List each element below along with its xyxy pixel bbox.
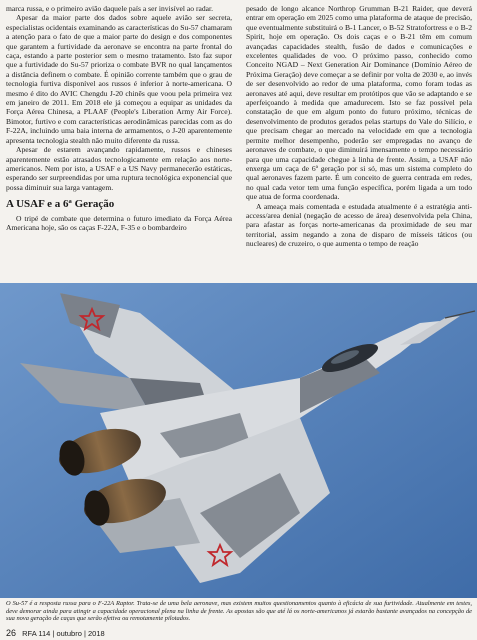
su57-jet-illustration [0,283,477,598]
page-footer [6,628,105,638]
right-column [246,4,472,249]
paragraph: O tripé de combate que determina o futuro imediato da Força Aérea Americana hoje, são os caças F-22A, F-35 e o bombardeiro [6,213,232,232]
issue-info: RFA 114 | outubro | 2018 [22,629,105,638]
section-heading: A USAF e a 6ª Geração [6,198,115,211]
paragraph: A ameaça mais comentada e estudada atualmente é a estratégia anti-access/area denial (negação de acesso de área) desenvolvida pela China, para afastar as forças norte-americanas da proximidade de seu mar territorial, assim negando a zona de disparo de mísseis táticos (ou nucleares) de cruzeiro, o que aumenta o tempo de reação [246,201,472,249]
photo-caption: O Su-57 é a resposta russa para o F-22A Raptor. Trata-se de uma bela aeronave, mas existem muitos questionamentos quanto à eficácia de sua furtividade. Atualmente em testes, deve demorar ainda para atingir a capacidade operacional plena na linha de frente. As apostas são que até lá os norte-americanos já estarão bastante avançados na concepção de sua nova geração de caças que serão efetiva ou remotamente pilotados. [6,600,472,623]
paragraph: pesado de longo alcance Northrop Grumman B-21 Raider, que deverá entrar em operação em 2025 como uma plataforma de ataque de precisão, que eventualmente substituirá o B-1 Lancer, o B-52 Stratofortress e o B-2 Spirit, hoje em operação. Os dois caças e o B-21 têm em comum avançadas capacidades stealth, fusão de dados e comunicações e excelentes qualidades de voo. O próximo passo, conhecido como Conceito NGAD – Next Generation Air Dominance (Domínio Aéreo de Próxima Geração) deve começar a se definir por volta de 2030 e, ao invés de ser desenvolvido ao redor de uma plataforma, como foram todas as aeronaves até aqui, deve resultar em protótipos que vão se adaptando e se aperfeiçoando à medida que amadurecem. Isto se faz possível pela constatação de que em algum ponto do futuro próximo, técnicas de desenvolvimento de produtos gerados pelas startups do Vale do Silício, e que precisam chegar ao mercado na velocidade em que a tecnologia permite melhor desempenho, poderão ser empregadas no avanço de aeronaves de combate, o que diminuirá imensamente o tempo necessário para que uma capacidade chegue à linha de frente. Assim, a USAF não enxerga um caça de 6ª geração por si só, mas um sistema completo do qual aeronaves fazem parte. É um conceito de guerra centrada em redes, no qual cada vetor tem uma função específica, porém ligada a um todo que atua de forma coordenada. [246,4,472,202]
paragraph: Apesar de estarem avançando rapidamente, russos e chineses aparentemente estão atrasados tecnologicamente em relação aos norte-americanos. Nem por isto, a USAF e a US Navy permanecerão estáticas, esperando ser surpreendidas por uma ruptura tecnológica exponencial que possa diminuir sua larga vantagem. [6,145,232,192]
paragraph: marca russa, e o primeiro avião daquele país a ser invisível ao radar. [6,4,214,13]
page-number: 26 [6,628,17,638]
su57-photo [0,283,477,598]
left-column [6,4,232,232]
paragraph: Apesar da maior parte dos dados sobre aquele avião ser secreta, especialistas ocidentais examinando as características do Su-57 chamaram a atenção para o fato de que a maior parte do design e dos componentes que garantem a furtividade da aeronave se encontra na parte frontal do caça, estando a parte posterior sem o mesmo tratamento. Isto faz supor que a furtividade do Su-57 prioriza o combate BVR no qual lançamentos a distância definem o combate. É opinião corrente também que o grau de tecnologia furtiva disponível aos russos é inferior à norte-americana. O mesmo é dito do AVIC Chengdu J-20 chinês que voou pela primeira vez em janeiro de 2011. Em 2018 ele já começou a equipar as unidades da Força Aérea Chinesa, a PLAAF (People's Liberation Army Air Force). Bimotor, furtivo e com características aerodinâmicas parecidas com as do F-22A, incluindo uma baia interna de armamentos, o J-20 aparentemente apresenta tecnologia stealth não muito diferente da russa. [6,13,232,145]
